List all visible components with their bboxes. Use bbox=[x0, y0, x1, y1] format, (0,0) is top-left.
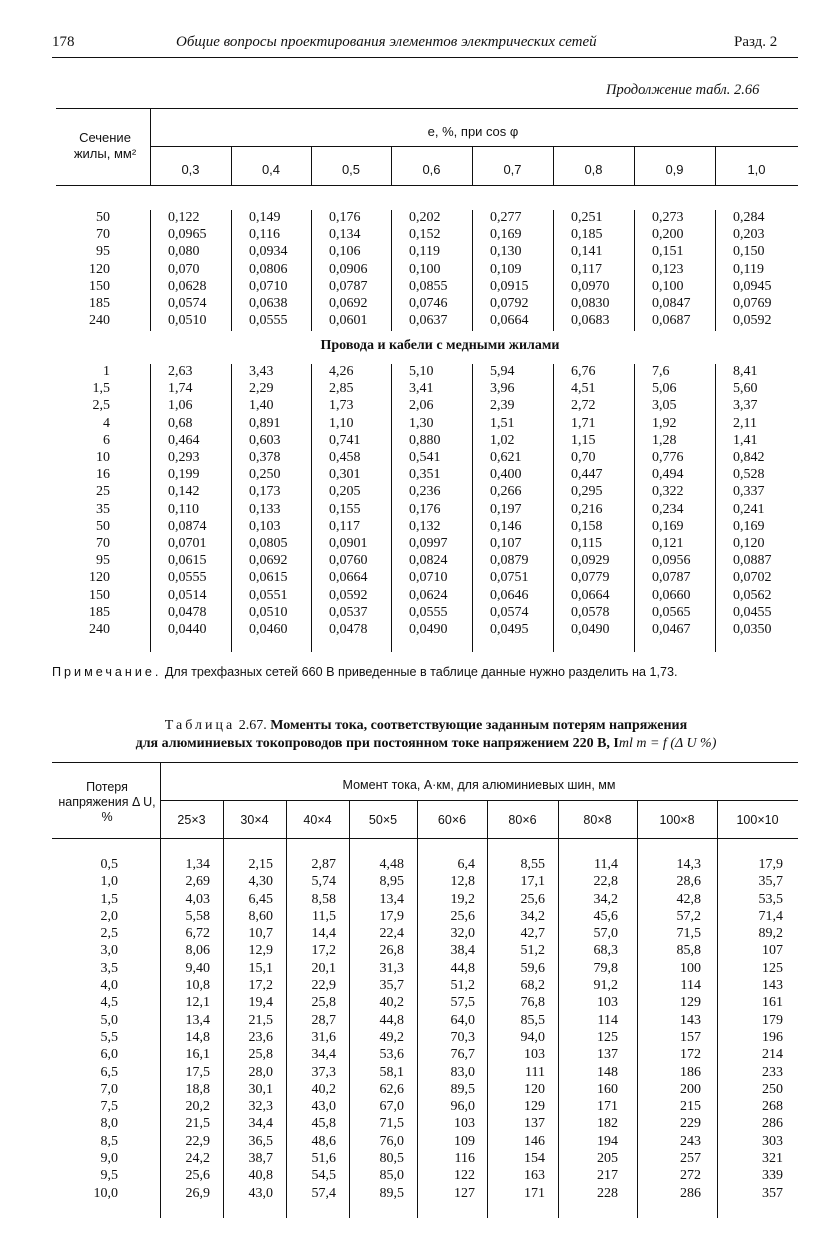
table1-value-column: 0,251 0,185 0,141 0,117 0,0970 0,0830 0,0683 bbox=[571, 210, 610, 329]
table1-column-rule bbox=[715, 146, 716, 185]
table1-value-column: 0,284 0,203 0,150 0,119 0,0945 0,0769 0,0592 bbox=[733, 210, 772, 329]
table1-column-header: 0,6 bbox=[422, 162, 441, 177]
table2-column-header: 25×3 bbox=[177, 813, 206, 827]
table1-value-column: 6,76 4,51 2,72 1,71 1,15 0,70 0,447 0,295 0,216 0,158 0,115 0,0929 0,0779 0,0664 0,0578 0,0490 bbox=[571, 364, 610, 638]
note-text: Для трехфазных сетей 660 В приведенные в таблице данные нужно разделить на 1,73. bbox=[161, 665, 678, 679]
table1-note bbox=[52, 664, 800, 681]
table1-column-header: 1,0 bbox=[747, 162, 766, 177]
table1-column-header: 0,8 bbox=[584, 162, 603, 177]
table1-value-column: 4,26 2,85 1,73 1,10 0,741 0,458 0,301 0,205 0,155 0,117 0,0901 0,0760 0,0664 0,0592 0,0537 0,0478 bbox=[329, 364, 368, 638]
page-number: 178 bbox=[52, 34, 75, 50]
table1-column-header: 0,5 bbox=[341, 162, 361, 177]
table1-body-rule bbox=[553, 210, 554, 331]
table1-value-column: 5,94 3,96 2,39 1,51 1,02 0,621 0,400 0,266 0,197 0,146 0,107 0,0879 0,0751 0,0646 0,0574 0,0495 bbox=[490, 364, 529, 638]
table2-value-column: 8,55 17,1 25,6 34,2 42,7 51,2 59,6 68,2 76,8 85,5 94,0 103 111 120 129 137 146 154 163 171 bbox=[520, 857, 545, 1201]
table2-column-header: 100×10 bbox=[736, 813, 779, 827]
table1-column-header: 0,7 bbox=[503, 162, 522, 177]
table1-body-rule bbox=[150, 210, 151, 331]
table1-section-column: 1 1,5 2,5 4 6 10 16 25 35 50 70 95 120 150 185 240 bbox=[89, 364, 110, 638]
table2-caption-number: 2.67. bbox=[235, 718, 271, 733]
running-title: Общие вопросы проектирования элементов электрических сетей bbox=[176, 34, 597, 50]
table1-value-column: 2,63 1,74 1,06 0,68 0,464 0,293 0,199 0,142 0,110 0,0874 0,0701 0,0615 0,0555 0,0514 0,0478 0,0440 bbox=[168, 364, 207, 638]
table1-value-column: 7,6 5,06 3,05 1,92 1,28 0,776 0,494 0,322 0,234 0,169 0,121 0,0956 0,0787 0,0660 0,0565 0,0467 bbox=[652, 364, 691, 638]
table1-value-column: 3,43 2,29 1,40 0,891 0,603 0,378 0,250 0,173 0,133 0,103 0,0805 0,0692 0,0615 0,0551 0,0510 0,0460 bbox=[249, 364, 288, 638]
table-continuation-label: Продолжение табл. 2.66 bbox=[606, 82, 760, 98]
table2-head-bottom-rule bbox=[52, 838, 798, 839]
table1-column-rule bbox=[391, 146, 392, 185]
table1-value-column: 0,176 0,134 0,106 0,0906 0,0787 0,0692 0,0601 bbox=[329, 210, 368, 329]
table1-value-column: 0,202 0,152 0,119 0,100 0,0855 0,0746 0,0637 bbox=[409, 210, 448, 329]
table1-row-header: Сечение жилы, мм² bbox=[73, 130, 137, 161]
table1-column-rule bbox=[311, 146, 312, 185]
header-rule bbox=[52, 57, 798, 58]
table1-value-column: 0,149 0,116 0,0934 0,0806 0,0710 0,0638 0,0555 bbox=[249, 210, 288, 329]
table2-value-column: 4,48 8,95 13,4 17,9 22,4 26,8 31,3 35,7 40,2 44,8 49,2 53,6 58,1 62,6 67,0 71,5 76,0 80,5 85,0 89,5 bbox=[379, 857, 404, 1201]
table2-caption-line1 bbox=[52, 718, 800, 734]
table2-column-header: 80×8 bbox=[583, 813, 612, 827]
table1-body-rule bbox=[715, 364, 716, 652]
table2-row-header: Потеря напряжения Δ U, % bbox=[58, 780, 156, 824]
table1-body-rule bbox=[231, 210, 232, 331]
table1-head-bottom-rule bbox=[56, 185, 798, 186]
table1-body-rule bbox=[472, 364, 473, 652]
table1-body-rule bbox=[472, 210, 473, 331]
table2-value-column: 2,87 5,74 8,58 11,5 14,4 17,2 20,1 22,9 25,8 28,7 31,6 34,4 37,3 40,2 43,0 45,8 48,6 51,6 54,5 57,4 bbox=[311, 857, 336, 1201]
table2-value-column: 1,34 2,69 4,03 5,58 6,72 8,06 9,40 10,8 12,1 13,4 14,8 16,1 17,5 18,8 20,2 21,5 22,9 24,2 25,6 26,9 bbox=[185, 857, 210, 1201]
table1-value-column: 0,273 0,200 0,151 0,123 0,100 0,0847 0,0687 bbox=[652, 210, 691, 329]
table2-caption-formula: ml m = f (Δ U %) bbox=[618, 736, 717, 751]
table2-caption-label: Таблица bbox=[164, 718, 236, 733]
table2-loss-column: 0,5 1,0 1,5 2,0 2,5 3,0 3,5 4,0 4,5 5,0 5,5 6,0 6,5 7,0 7,5 8,0 8,5 9,0 9,5 10,0 bbox=[93, 857, 118, 1201]
table1-body-rule bbox=[634, 210, 635, 331]
table1-column-header: 0,9 bbox=[665, 162, 684, 177]
table1-column-rule bbox=[634, 146, 635, 185]
copper-section-title: Провода и кабели с медными жилами bbox=[320, 338, 560, 353]
table1-column-header: 0,3 bbox=[181, 162, 200, 177]
table1-top-rule bbox=[56, 108, 798, 109]
table2-value-column: 14,3 28,6 42,8 57,2 71,5 85,8 100 114 129 143 157 172 186 200 215 229 243 257 272 286 bbox=[676, 857, 701, 1201]
table1-body-rule bbox=[391, 364, 392, 652]
table1-body-rule bbox=[634, 364, 635, 652]
table2-column-header: 100×8 bbox=[659, 813, 695, 827]
table2-caption-line2 bbox=[52, 736, 800, 752]
table1-column-rule bbox=[553, 146, 554, 185]
table2-top-rule bbox=[52, 762, 798, 763]
table1-value-column: 5,10 3,41 2,06 1,30 0,880 0,541 0,351 0,236 0,176 0,132 0,0997 0,0824 0,0710 0,0624 0,0555 0,0490 bbox=[409, 364, 448, 638]
table1-column-rule bbox=[231, 146, 232, 185]
table1-column-group-header: e, %, при cos φ bbox=[427, 124, 519, 139]
table2-column-header: 60×6 bbox=[437, 813, 467, 827]
table1-body-rule bbox=[715, 210, 716, 331]
section-label: Разд. 2 bbox=[734, 34, 778, 50]
table1-body-rule bbox=[231, 364, 232, 652]
table1-body-rule bbox=[311, 210, 312, 331]
table2-column-header: 40×4 bbox=[303, 813, 332, 827]
table2-caption-title-2: для алюминиевых токопроводов при постоянном токе напряжением 220 В, I bbox=[135, 736, 619, 751]
note-label: Примечание. bbox=[52, 665, 162, 679]
table2-column-header: 30×4 bbox=[240, 813, 269, 827]
table1-column-header: 0,4 bbox=[261, 162, 281, 177]
table1-body-rule bbox=[391, 210, 392, 331]
table2-column-group-header: Момент тока, А·км, для алюминиевых шин, мм bbox=[342, 778, 616, 792]
table2-value-column: 11,4 22,8 34,2 45,6 57,0 68,3 79,8 91,2 103 114 125 137 148 160 171 182 194 205 217 228 bbox=[593, 857, 618, 1201]
table1-value-column: 8,41 5,60 3,37 2,11 1,41 0,842 0,528 0,337 0,241 0,169 0,120 0,0887 0,0702 0,0562 0,0455 0,0350 bbox=[733, 364, 772, 638]
table1-value-column: 0,122 0,0965 0,080 0,070 0,0628 0,0574 0,0510 bbox=[168, 210, 207, 329]
table2-value-column: 17,9 35,7 53,5 71,4 89,2 107 125 143 161 179 196 214 233 250 268 286 303 321 339 357 bbox=[758, 857, 783, 1201]
table2-value-column: 2,15 4,30 6,45 8,60 10,7 12,9 15,1 17,2 19,4 21,5 23,6 25,8 28,0 30,1 32,3 34,4 36,5 38,7 40,8 43,0 bbox=[248, 857, 273, 1201]
table1-body-rule bbox=[150, 364, 151, 652]
table1-column-rule bbox=[472, 146, 473, 185]
table1-section-column: 50 70 95 120 150 185 240 bbox=[89, 210, 110, 329]
table2-head-rule bbox=[160, 800, 798, 801]
table2-value-column: 6,4 12,8 19,2 25,6 32,0 38,4 44,8 51,2 57,5 64,0 70,3 76,7 83,0 89,5 96,0 103 109 116 122 127 bbox=[450, 857, 475, 1201]
table1-value-column: 0,277 0,169 0,130 0,109 0,0915 0,0792 0,0664 bbox=[490, 210, 529, 329]
table2-caption-title: Моменты тока, соответствующие заданным потерям напряжения bbox=[270, 718, 688, 733]
table1-body-rule bbox=[553, 364, 554, 652]
table2-column-header: 80×6 bbox=[508, 813, 537, 827]
table1-head-rule bbox=[150, 146, 798, 147]
table2-column-header: 50×5 bbox=[368, 813, 398, 827]
table1-body-rule bbox=[311, 364, 312, 652]
